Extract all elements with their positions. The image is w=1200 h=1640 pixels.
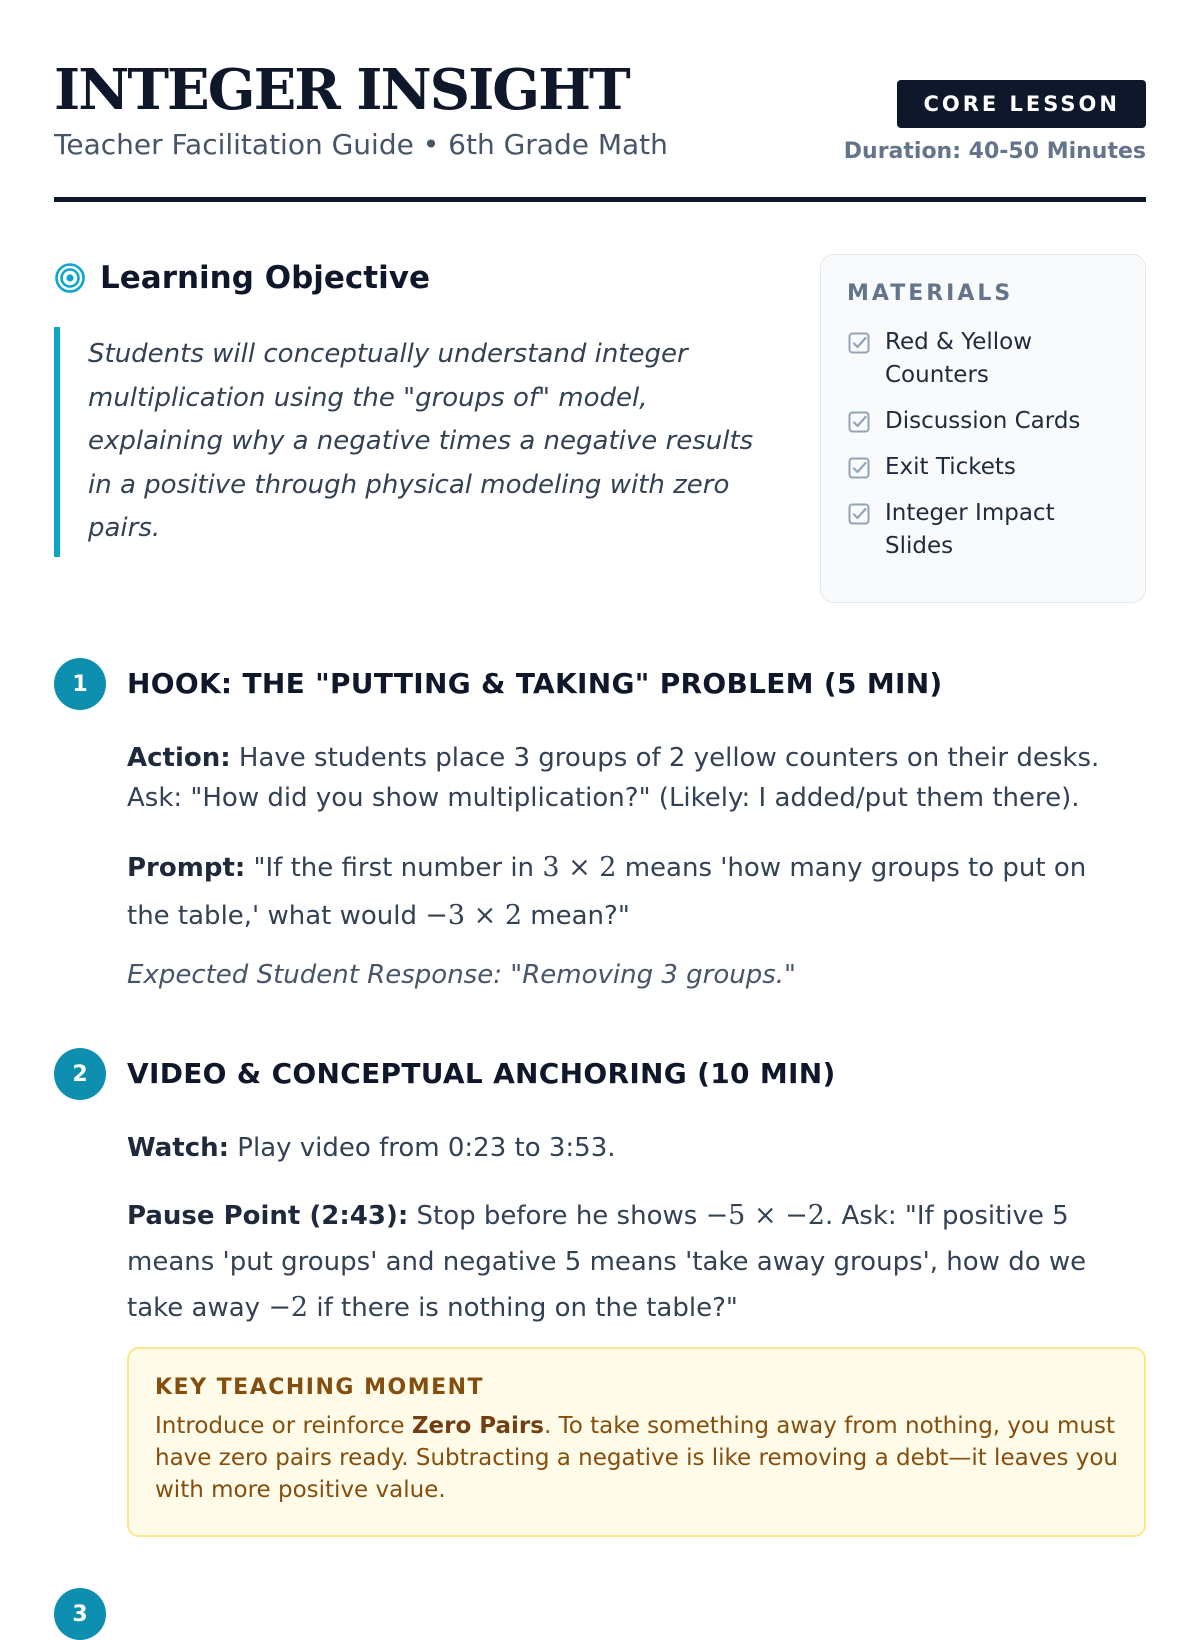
- section-title-hook: HOOK: THE "PUTTING & TAKING" PROBLEM (5 MIN): [127, 667, 943, 700]
- pause-body-2: . Ask: "If positive 5 means 'put groups' and negative 5 means 'take away groups', how do we take away: [127, 1201, 1087, 1323]
- materials-panel: [820, 254, 1146, 603]
- pause-point-text: [127, 1193, 1127, 1331]
- materials-item: [847, 497, 1119, 563]
- prompt-math-1: 3 × 2: [542, 852, 617, 883]
- objective-title: Learning Objective: [100, 260, 430, 296]
- page-header: [54, 56, 1146, 202]
- materials-item: [847, 326, 1119, 392]
- checkbox-icon: [847, 502, 871, 526]
- materials-item: [847, 451, 1119, 484]
- materials-item-label: Discussion Cards: [885, 408, 1081, 434]
- watch-text: [127, 1128, 1127, 1168]
- lesson-page: [54, 0, 1146, 1627]
- callout-bold-term: Zero Pairs: [411, 1413, 544, 1439]
- core-lesson-badge: CORE LESSON: [897, 80, 1146, 128]
- prompt-body-1: "If the first number in: [245, 853, 543, 883]
- prompt-label: Prompt:: [127, 853, 246, 883]
- callout-body-2: . To take something away from nothing, you must have zero pairs ready. Subtracting a negative is like removing a debt—it leaves you with more positive value.: [155, 1413, 1119, 1503]
- prompt-body-2: means 'how many groups to put on the table,' what would: [127, 853, 1087, 931]
- materials-item-label: Red & Yellow Counters: [885, 329, 1033, 388]
- hook-prompt-text: [127, 844, 1127, 940]
- page-title: INTEGER INSIGHT: [54, 57, 629, 123]
- prompt-math-2: −3 × 2: [425, 900, 523, 931]
- materials-item-label: Integer Impact Slides: [885, 500, 1055, 559]
- duration-label: Duration: 40-50 Minutes: [843, 139, 1146, 164]
- pause-body-3: if there is nothing on the table?": [308, 1293, 738, 1323]
- prompt-body-3: mean?": [522, 901, 630, 931]
- expected-response: Expected Student Response: "Removing 3 groups.": [127, 960, 797, 990]
- checkbox-icon: [847, 456, 871, 480]
- section-title-video: VIDEO & CONCEPTUAL ANCHORING (10 MIN): [127, 1057, 836, 1090]
- checkbox-icon: [847, 410, 871, 434]
- pause-label: Pause Point (2:43):: [127, 1201, 409, 1231]
- section-number-3: 3: [54, 1588, 106, 1640]
- action-label: Action:: [127, 743, 231, 773]
- objective-heading: [54, 256, 430, 300]
- callout-title: KEY TEACHING MOMENT: [155, 1375, 485, 1400]
- section-number-2: 2: [54, 1048, 106, 1100]
- action-body: Have students place 3 groups of 2 yellow counters on their desks. Ask: "How did you show multiplication?" (Likely: I added/put them there).: [127, 743, 1100, 813]
- hook-action-text: [127, 738, 1127, 818]
- objective-text: Students will conceptually understand integer multiplication using the "groups of" model, explaining why a negative times a negative results in a positive through physical modeling with zero pairs.: [54, 327, 774, 557]
- pause-math-1: −5 × −2: [705, 1200, 825, 1231]
- materials-item: [847, 405, 1119, 438]
- callout-body-1: Introduce or reinforce: [155, 1413, 412, 1439]
- key-teaching-moment-callout: [127, 1347, 1146, 1537]
- checkbox-icon: [847, 331, 871, 355]
- materials-title: MATERIALS: [847, 281, 1014, 306]
- callout-text: [155, 1410, 1118, 1506]
- pause-math-2: −2: [268, 1292, 309, 1323]
- section-number-1: 1: [54, 658, 106, 710]
- target-icon: [54, 262, 86, 294]
- materials-item-label: Exit Tickets: [885, 454, 1016, 480]
- watch-label: Watch:: [127, 1133, 230, 1163]
- pause-body-1: Stop before he shows: [408, 1201, 706, 1231]
- page-subtitle: Teacher Facilitation Guide • 6th Grade Math: [54, 128, 668, 161]
- watch-body: Play video from 0:23 to 3:53.: [229, 1133, 616, 1163]
